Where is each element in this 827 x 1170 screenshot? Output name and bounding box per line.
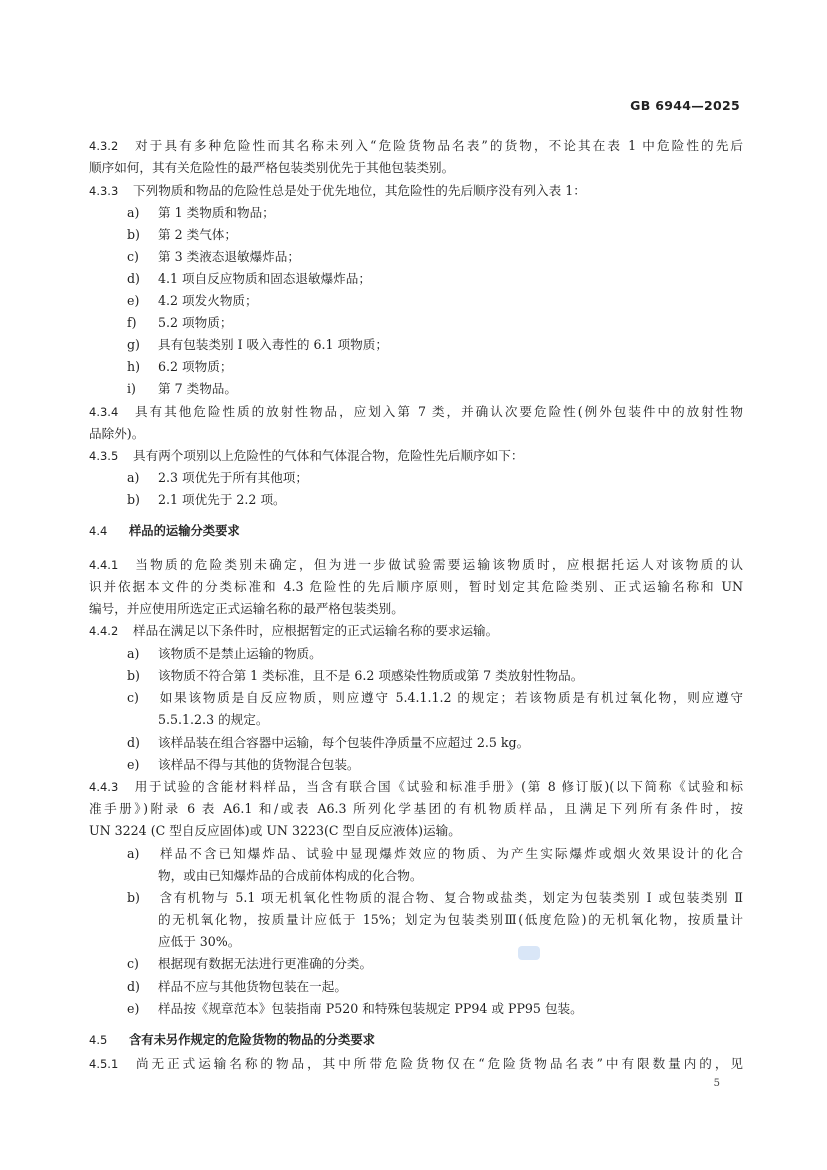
list-item-b [127,224,743,245]
list-letter: c) [127,690,139,705]
clause-4-4-3-line-2: 准手册》)附录 6 表 A6.1 和/或表 A6.3 所列化学基团的有机物质样品，且满足下列所有条件时，按 [89,801,743,816]
list-letter: i) [127,381,136,396]
list-text: 2.3 项优先于所有其他项； [158,470,308,485]
clause-4-4-1-line-1 [89,554,743,576]
list-text: 根据现有数据无法进行更准确的分类。 [158,956,373,971]
clause-4-3-2-line-1 [89,135,743,157]
clause-4-5-1-line-1 [89,1053,743,1075]
list-text: 该样品不得与其他的货物混合包装。 [158,757,360,772]
section-heading-4-5 [89,1030,743,1051]
list-item-d [127,732,743,753]
clause-4-4-1-line-3: 编号，并应使用所选定正式运输名称的最严格包装类别。 [89,601,404,616]
list-letter: g) [127,337,140,352]
list-letter: f) [127,315,137,330]
list-text: 第 3 类液态退敏爆炸品； [158,249,300,264]
list-item-c [127,246,743,267]
clause-number: 4.4.1 [89,558,119,572]
list-letter: d) [127,979,140,994]
watermark-logo [518,946,540,960]
list-text: 4.1 项自反应物质和固态退敏爆炸品； [158,271,371,286]
clause-number: 4.5.1 [89,1057,119,1071]
list-item-b [127,665,743,686]
section-title: 样品的运输分类要求 [129,524,240,538]
clause-4-4-2-line-1 [89,620,743,642]
list-letter: b) [127,890,140,905]
clause-number: 4.3.4 [89,405,119,419]
page-number: 5 [713,1078,720,1089]
section-heading-4-4 [89,521,743,542]
list-item-a [127,467,743,488]
list-item-d [127,268,743,289]
list-text: 4.2 项发火物质； [158,293,258,308]
list-item-e [127,998,743,1019]
list-item-c-continuation: 5.5.1.2.3 的规定。 [158,712,269,727]
list-letter: b) [127,227,140,242]
clause-text: 尚无正式运输名称的物品，其中所带危险货物仅在“危险货物品名表”中有限数量内的，见 [133,1056,743,1071]
list-item-d [127,976,743,997]
list-text: 6.2 项物质； [158,359,233,374]
clause-number: 4.3.5 [89,449,119,463]
list-item-a [127,202,743,223]
list-item-a [127,643,743,664]
clause-number: 4.4.3 [89,780,119,794]
list-text: 第 7 类物品。 [158,381,237,396]
list-letter: a) [127,846,140,861]
list-item-c [127,953,743,974]
list-item-c [127,687,743,708]
list-text: 样品按《规章范本》包装指南 P520 和特殊包装规定 PP94 或 PP95 包装。 [158,1001,583,1016]
clause-4-3-4-line-1 [89,401,743,423]
clause-4-4-3-line-3: UN 3224 (C 型自反应固体)或 UN 3223(C 型自反应液体)运输。 [89,823,461,838]
list-text: 2.1 项优先于 2.2 项。 [158,492,286,507]
list-letter: c) [127,249,139,264]
clause-text: 具有两个项别以上危险性的气体和气体混合物，危险性先后顺序如下： [133,448,524,463]
list-letter: a) [127,205,140,220]
list-text: 第 2 类气体； [158,227,237,242]
list-text: 如果该物质是自反应物质，则应遵守 5.4.1.1.2 的规定；若该物质是有机过氧化物，则应遵守 [158,690,743,705]
list-item-e [127,754,743,775]
list-item-b [127,887,743,908]
list-item-a [127,843,743,864]
list-letter: d) [127,735,140,750]
list-letter: e) [127,1001,140,1016]
list-text: 具有包装类别 Ⅰ 吸入毒性的 6.1 项物质； [158,337,388,352]
list-text: 5.2 项物质； [158,315,233,330]
clause-number: 4.3.2 [89,139,119,153]
list-text: 该物质不符合第 1 类标准，且不是 6.2 项感染性物质或第 7 类放射性物品。 [158,668,584,683]
clause-text: 具有其他危险性质的放射性物品，应划入第 7 类，并确认次要危险性(例外包装件中的放射性物 [133,404,743,419]
clause-number: 4.3.3 [89,184,119,198]
section-number: 4.5 [89,1033,108,1047]
list-letter: a) [127,646,140,661]
clause-text: 用于试验的含能材料样品，当含有联合国《试验和标准手册》(第 8 修订版)(以下简称《试验和标 [133,779,743,794]
list-item-i [127,378,743,399]
clause-4-3-5-line-1 [89,445,743,467]
list-letter: h) [127,359,141,374]
clause-text: 样品在满足以下条件时，应根据暂定的正式运输名称的要求运输。 [133,623,499,638]
list-text: 该物质不是禁止运输的物质。 [158,646,322,661]
list-item-a-continuation: 物，或由已知爆炸品的合成前体构成的化合物。 [158,868,423,883]
list-item-f [127,312,743,333]
section-number: 4.4 [89,524,108,538]
clause-number: 4.4.2 [89,624,119,638]
list-text: 样品不含已知爆炸品、试验中显现爆炸效应的物质、为产生实际爆炸或烟火效果设计的化合 [158,846,743,861]
standard-code: GB 6944—2025 [630,98,740,113]
list-item-b-continuation-1: 的无机氧化物，按质量计应低于 15%；划定为包装类别Ⅲ(低度危险)的无机氧化物，按质量计 [158,912,743,927]
clause-text: 当物质的危险类别未确定，但为进一步做试验需要运输该物质时，应根据托运人对该物质的认 [133,557,743,572]
clause-4-3-2-line-2: 顺序如何，其有关危险性的最严格包装类别优先于其他包装类别。 [89,160,455,175]
clause-4-4-3-line-1 [89,776,743,798]
list-letter: e) [127,293,140,308]
list-letter: d) [127,271,140,286]
section-title: 含有未另作规定的危险货物的物品的分类要求 [129,1033,375,1047]
list-text: 样品不应与其他货物包装在一起。 [158,979,347,994]
list-item-b-continuation-2: 应低于 30%。 [158,934,241,949]
clause-4-3-4-line-2: 品除外)。 [89,426,145,441]
list-item-h [127,356,743,377]
clause-text: 对于具有多种危险性而其名称未列入“危险货物品名表”的货物，不论其在表 1 中危险性的先后 [133,138,743,153]
list-letter: a) [127,470,140,485]
list-letter: b) [127,492,140,507]
clause-4-3-3-line-1 [89,180,743,202]
clause-text: 下列物质和物品的危险性总是处于优先地位，其危险性的先后顺序没有列入表 1： [133,183,586,198]
list-letter: e) [127,757,140,772]
list-text: 该样品装在组合容器中运输，每个包装件净质量不应超过 2.5 kg。 [158,735,530,750]
clause-4-4-1-line-2: 识并依据本文件的分类标准和 4.3 危险性的先后顺序原则，暂时划定其危险类别、正式运输名称和 UN [89,579,743,594]
list-item-g [127,334,743,355]
list-letter: b) [127,668,140,683]
list-item-e [127,290,743,311]
list-item-b [127,489,743,510]
list-text: 第 1 类物质和物品； [158,205,275,220]
list-text: 含有机物与 5.1 项无机氧化性物质的混合物、复合物或盐类，划定为包装类别 Ⅰ 或包装类别 Ⅱ [158,890,743,905]
list-letter: c) [127,956,139,971]
